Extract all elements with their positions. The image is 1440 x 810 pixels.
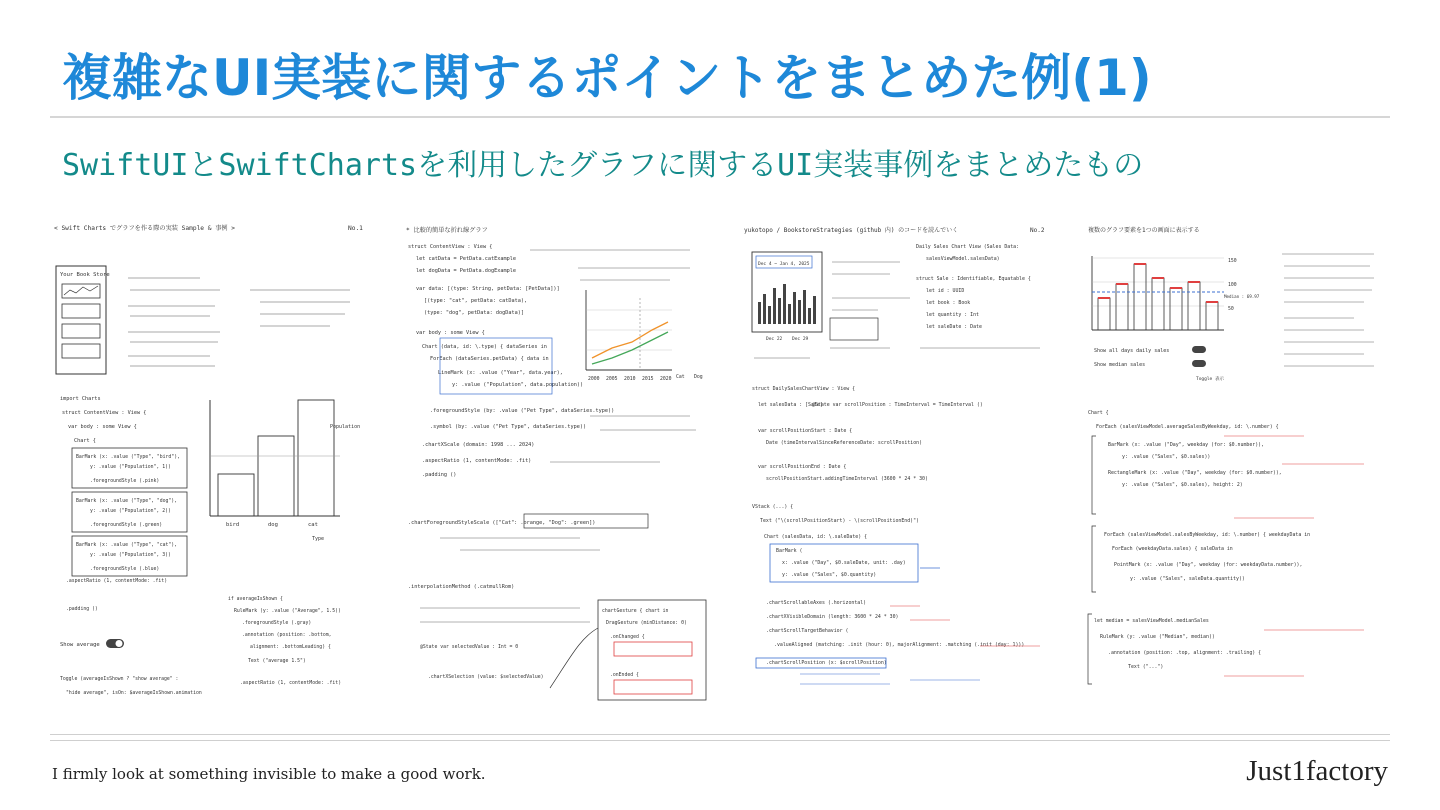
sketch-chart-4 — [62, 344, 100, 358]
toggle-sketch — [1192, 346, 1206, 353]
code-line: Chart (data, id: \.type) { dataSeries in — [422, 344, 547, 350]
y-tick: 50 — [1228, 307, 1234, 312]
code-line: let dogData = PetData.dogExample — [416, 268, 516, 274]
slide-title: 複雑なUI実装に関するポイントをまとめた例(1) — [62, 49, 1152, 107]
code-line: let id : UUID — [926, 288, 965, 294]
code-line: .foregroundStyle (.gray) — [242, 621, 312, 626]
code-line: y: .value ("Population", 3)) — [90, 553, 171, 558]
red-note-box — [614, 642, 692, 656]
sketch-line — [64, 286, 98, 295]
code-line: struct ContentView : View { — [408, 244, 493, 250]
code-line: ForEach (weekdayData.sales) { saleData in — [1112, 546, 1233, 552]
bar-label-dog: dog — [268, 522, 278, 528]
code-line: BarMark (x: .value ("Day", weekday (for: $0.number)), — [1108, 442, 1265, 448]
dog-series-line — [592, 332, 668, 364]
legend-dog: Dog — [694, 375, 703, 380]
bar-dog — [258, 436, 294, 516]
axis-label-population: Population — [330, 424, 361, 430]
code-line: Text ("\(scrollPositionStart) - \(scrollPositionEnd)") — [760, 518, 919, 524]
footer-tagline: I firmly look at something invisible to make a good work. — [52, 765, 486, 783]
toggle-label: Show average — [60, 642, 100, 648]
note-2-gesture-code — [420, 608, 687, 680]
code-line: .foregroundStyle (.pink) — [90, 479, 160, 484]
toggle-caption: Toggle 表示 — [1196, 377, 1224, 382]
code-line: import Charts — [60, 396, 101, 402]
code-line: .foregroundStyle (.green) — [90, 523, 163, 528]
code-line: BarMark (x: .value ("Type", "bird"), — [76, 455, 180, 460]
cat-series-line — [592, 322, 668, 358]
code-line: VStack (...) { — [752, 504, 794, 510]
code-line: Text ("average 1.5") — [248, 659, 306, 664]
code-line: RectangleMark (x: .value ("Day", weekday (for: $0.number)), — [1108, 470, 1282, 476]
code-line: .valueAligned (matching: .init (hour: 0), majorAlignment: .matching (.init (day: 1))) — [774, 642, 1025, 648]
bar-label-bird: bird — [226, 522, 240, 528]
code-line: y: .value ("Population", 2)) — [90, 509, 171, 514]
code-line: struct DailySalesChartView : View { — [752, 386, 856, 392]
note-3-number: No.2 — [1030, 227, 1045, 234]
code-line: .chartScrollableAxes (.horizontal) — [766, 600, 867, 606]
note-2-line-chart — [586, 290, 703, 382]
code-line: y: .value ("Sales", $0.quantity) — [782, 572, 877, 578]
code-line: .chartScrollPosition (x: $scrollPosition) — [766, 660, 887, 666]
note-2-heading: * 比較的簡単な折れ線グラフ — [406, 227, 488, 234]
toggle-row-label: Show median sales — [1094, 362, 1146, 368]
code-line: var scrollPositionEnd : Date { — [758, 464, 847, 470]
code-line: scrollPositionStart.addingTimeInterval (3600 * 24 * 30) — [766, 476, 928, 482]
note-1-scribble — [128, 278, 350, 366]
code-line: if averageIsShown { — [228, 597, 283, 602]
code-line: var body : some View { — [416, 330, 485, 336]
code-line: .chartXSelection (value: $selectedValue) — [428, 675, 544, 680]
code-line: Text ("...") — [1128, 664, 1164, 670]
code-line: @State var scrollPosition : TimeInterval = TimeInterval () — [812, 402, 983, 408]
note-panel-4 — [1074, 218, 1390, 708]
code-line: .annotation (position: .bottom, — [242, 633, 332, 638]
code-line: ForEach (dataSeries.petData) { data in — [430, 356, 549, 362]
note-2-scribble — [420, 250, 696, 622]
code-line: y: .value ("Sales", $0.sales), height: 2) — [1122, 482, 1243, 488]
code-line: chartGesture { chart in — [602, 609, 669, 614]
x-tick: 2005 — [606, 377, 618, 382]
note-4-heading: 複数のグラフ要素を1つの画面に表示する — [1088, 227, 1200, 234]
weekday-bars — [1098, 264, 1218, 330]
code-line: let salesData : [Sale] — [758, 402, 823, 408]
code-line: alignment: .bottomLeading) { — [250, 645, 331, 650]
code-line: y: .value ("Population", data.population)) — [452, 382, 584, 388]
median-annotation: Median : 69.97 — [1224, 294, 1260, 299]
code-line: Chart { — [74, 438, 96, 444]
note-panel-3 — [740, 218, 1056, 708]
code-line: .padding () — [66, 607, 98, 612]
code-line: "hide average", isOn: $averageIsShown.animation — [66, 691, 202, 696]
code-line: RuleMark (y: .value ("Median", median)) — [1100, 634, 1215, 640]
code-line: Toggle (averageIsShown ? "show average" : — [60, 677, 179, 682]
code-line: PointMark (x: .value ("Day", weekday (for: weekdayData.number)), — [1114, 562, 1303, 568]
sketch-chart-1 — [62, 284, 100, 298]
red-note-box — [614, 680, 692, 694]
code-line: .foregroundStyle (.blue) — [90, 567, 160, 572]
code-line: Chart (salesData, id: \.saleDate) { — [764, 534, 868, 540]
code-line: Date (timeIntervalSinceReferenceDate: scrollPosition) — [766, 440, 923, 446]
code-line: struct Sale : Identifiable, Equatable { — [916, 276, 1031, 282]
code-line: let quantity : Int — [926, 312, 979, 318]
code-line: struct ContentView : View { — [62, 410, 147, 416]
slide-subtitle: SwiftUIとSwiftChartsを利用したグラフに関するUI実装事例をまとめたもの — [62, 148, 1144, 183]
red-annotations — [890, 606, 1040, 646]
code-line: Daily Sales Chart View (Sales Data: — [916, 244, 1020, 250]
section-brackets — [1088, 436, 1096, 684]
note-1-code — [60, 396, 146, 444]
date-range-label: Dec 4 ~ Jan 4, 2025 — [758, 262, 810, 267]
code-line: Chart { — [1088, 410, 1109, 416]
note-3-drawing — [740, 218, 1056, 708]
bar-label-cat: cat — [308, 522, 318, 528]
code-line: .foregroundStyle (by: .value ("Pet Type", dataSeries.type)) — [430, 408, 615, 414]
y-tick: 100 — [1228, 283, 1237, 288]
code-line: RuleMark (y: .value ("Average", 1.5)) — [234, 609, 341, 614]
code-line: var scrollPositionStart : Date { — [758, 428, 853, 434]
code-line: [(type: "cat", petData: catData), — [424, 298, 528, 304]
bar-cat — [298, 400, 334, 516]
code-line: @State var selectedValue : Int = 0 — [420, 645, 519, 650]
code-line: y: .value ("Population", 1)) — [90, 465, 171, 470]
code-line: ForEach (salesViewModel.salesByWeekday, id: \.number) { weekdayData in — [1104, 532, 1311, 538]
footer-divider — [50, 740, 1390, 741]
note-4-scribble — [1282, 254, 1374, 366]
code-line: .padding () — [422, 472, 457, 478]
code-line: let median = salesViewModel.medianSales — [1094, 618, 1209, 624]
legend-cat: Cat — [676, 375, 685, 380]
y-tick: 150 — [1228, 259, 1237, 264]
code-line: .chartForegroundStyleScale (["Cat": .orange, "Dog": .green]) — [408, 520, 596, 526]
code-line: var data: [(type: String, petData: [PetData])] — [416, 286, 560, 292]
note-1-code-boxes — [66, 454, 180, 612]
title-divider — [50, 116, 1390, 118]
scroll-chart-bars — [758, 284, 816, 324]
code-line: DragGesture (minDistance: 0) — [606, 621, 687, 626]
x-axis-label: Dec 22 — [766, 337, 783, 342]
code-line: .chartScrollTargetBehavior ( — [766, 628, 849, 634]
code-line: .aspectRatio (1, contentMode: .fit) — [422, 458, 532, 464]
note-4-code — [1088, 410, 1310, 670]
note-1-heading: < Swift Charts でグラフを作る際の実装 Sample & 事例 > — [54, 225, 236, 232]
code-line: BarMark (x: .value ("Type", "cat"), — [76, 543, 178, 548]
code-line: var body : some View { — [68, 424, 137, 430]
code-line: BarMark ( — [776, 548, 803, 554]
code-line: ForEach (salesViewModel.averageSalesByWeekday, id: \.number) { — [1096, 424, 1279, 430]
note-1-toggle-code — [60, 596, 341, 696]
note-4-combined-chart — [1092, 256, 1260, 330]
x-tick: 2010 — [624, 377, 636, 382]
note-4-drawing — [1074, 218, 1390, 708]
code-line: .aspectRatio (1, contentMode: .fit) — [66, 579, 168, 584]
code-line: y: .value ("Sales", saleData.quantity)) — [1130, 576, 1245, 582]
code-line: .onEnded { — [610, 673, 639, 678]
bar-bird — [218, 474, 254, 516]
sketch-chart-2 — [62, 304, 100, 318]
code-line: .interpolationMethod (.catmullRom) — [408, 584, 515, 590]
code-line: LineMark (x: .value ("Year", data.year), — [438, 370, 563, 376]
footer-divider — [50, 734, 1390, 735]
arrow-curve — [550, 628, 598, 688]
code-line: .aspectRatio (1, contentMode: .fit) — [240, 681, 342, 686]
note-1-drawing — [50, 218, 372, 708]
code-line: let saleDate : Date — [926, 324, 982, 330]
x-tick: 2015 — [642, 377, 654, 382]
blue-annotations — [800, 674, 980, 684]
code-line: .symbol (by: .value ("Pet Type", dataSeries.type)) — [430, 424, 587, 430]
code-line: .annotation (position: .top, alignment: .trailing) { — [1108, 650, 1262, 656]
note-1-number: No.1 — [348, 225, 363, 232]
code-line: let catData = PetData.catExample — [416, 256, 516, 262]
note-panel-1 — [50, 218, 372, 708]
note-panel-2 — [400, 218, 718, 708]
x-tick: 2000 — [588, 377, 600, 382]
code-line: .onChanged { — [610, 635, 645, 640]
footer-brand: Just1factory — [1246, 755, 1388, 787]
code-line: let book : Book — [926, 300, 971, 306]
code-line: x: .value ("Day", $0.saleDate, unit: .day) — [782, 560, 906, 566]
toggle-sketch — [1192, 360, 1206, 367]
note-1-bar-chart — [210, 400, 360, 542]
toggle-knob — [116, 640, 123, 647]
code-line: BarMark (x: .value ("Type", "dog"), — [76, 499, 178, 504]
note-2-drawing — [400, 218, 718, 708]
sketch-chart-3 — [62, 324, 100, 338]
note-3-heading: yukotopo / BookstoreStrategies (github 内) のコードを読んでいく — [744, 227, 959, 234]
code-line: (type: "dog", petData: dogData)] — [424, 310, 524, 316]
toggle-row-label: Show all days daily sales — [1094, 348, 1170, 354]
x-tick: 2020 — [660, 377, 672, 382]
code-line: salesViewModel.salesData) — [926, 256, 1000, 262]
axis-label-type: Type — [312, 536, 325, 542]
app-sketch-title: Your Book Store — [60, 272, 110, 278]
x-axis-label: Dec 29 — [792, 337, 809, 342]
note-box — [830, 318, 878, 340]
code-line: y: .value ("Sales", $0.sales)) — [1122, 454, 1211, 460]
code-line: .chartXScale (domain: 1998 ... 2024) — [422, 442, 535, 448]
code-line: .chartXVisibleDomain (length: 3600 * 24 * 30) — [766, 614, 899, 620]
